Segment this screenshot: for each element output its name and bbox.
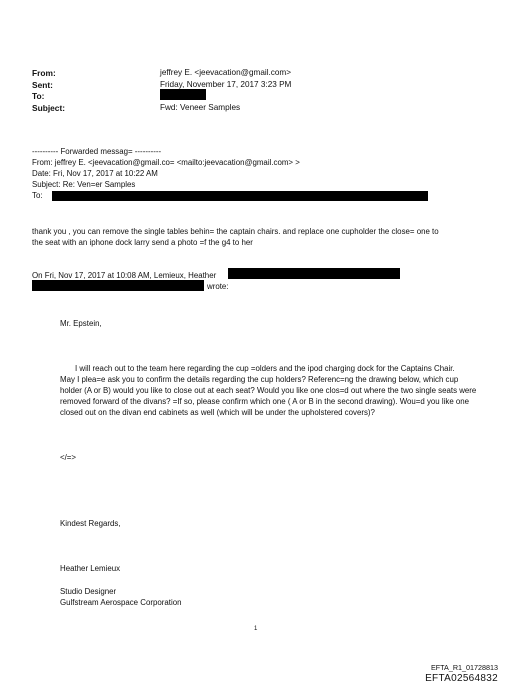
paragraph-line-3: holder (A or B) would you like to close out at each seat? Would you like one clos=d out where the two single seats were [60, 386, 477, 395]
redaction-forwarded-to [52, 191, 428, 201]
page-number: 1 [254, 626, 258, 632]
forwarded-separator: ---------- Forwarded messag= ---------- [32, 147, 162, 156]
sent-value: Friday, November 17, 2017 3:23 PM [160, 80, 292, 89]
forwarded-subject: Subject: Re: Ven=er Samples [32, 180, 136, 189]
paragraph-line-1: I will reach out to the team here regarding the cup =olders and the ipod charging dock for the Captains Chair. [75, 364, 455, 373]
from-label: From: [32, 68, 56, 78]
redaction-quote-email-2 [32, 280, 204, 291]
signature-company: Gulfstream Aerospace Corporation [60, 598, 182, 607]
quote-wrote: wrote: [207, 282, 229, 291]
paragraph-line-2: May I plea=e ask you to confirm the details regarding the cup holders? Referenc=ng the drawing below, which cup [60, 375, 459, 384]
signature-title: Studio Designer [60, 587, 117, 596]
sent-label: Sent: [32, 80, 53, 90]
forwarded-date: Date: Fri, Nov 17, 2017 at 10:22 AM [32, 169, 158, 178]
forwarded-from: From: jeffrey E. <jeevacation@gmail.co= <mailto:jeevacation@gmail.com> > [32, 158, 300, 167]
subject-label: Subject: [32, 103, 66, 113]
escaped-tag: </=> [60, 453, 77, 462]
subject-value: Fwd: Veneer Samples [160, 103, 241, 112]
redaction-to [160, 89, 206, 100]
footer-ref-1: EFTA_R1_01728813 [431, 663, 498, 672]
redaction-quote-email-1 [228, 268, 400, 279]
paragraph-line-4: removed forward of the divans? =If so, please confirm which one ( A or B in the second drawing). Wou=d you like one [60, 397, 470, 406]
paragraph-line-5: closed out on the divan end cabinets as well (which will be under the upholstered covers)? [60, 408, 375, 417]
footer-ref-2: EFTA02564832 [425, 673, 498, 684]
quote-header: On Fri, Nov 17, 2017 at 10:08 AM, Lemieux, Heather [32, 271, 217, 280]
closing: Kindest Regards, [60, 519, 121, 528]
to-label: To: [32, 91, 45, 101]
signature-name: Heather Lemieux [60, 564, 121, 573]
forwarded-to-label: To: [32, 191, 43, 200]
reply-line-2: the seat with an iphone dock larry send a photo =f the g4 to her [32, 238, 253, 247]
reply-line-1: thank you , you can remove the single tables behin= the captain chairs. and replace one cupholder the close= one to [32, 227, 439, 236]
greeting: Mr. Epstein, [60, 319, 102, 328]
from-value: jeffrey E. <jeevacation@gmail.com> [160, 68, 292, 77]
